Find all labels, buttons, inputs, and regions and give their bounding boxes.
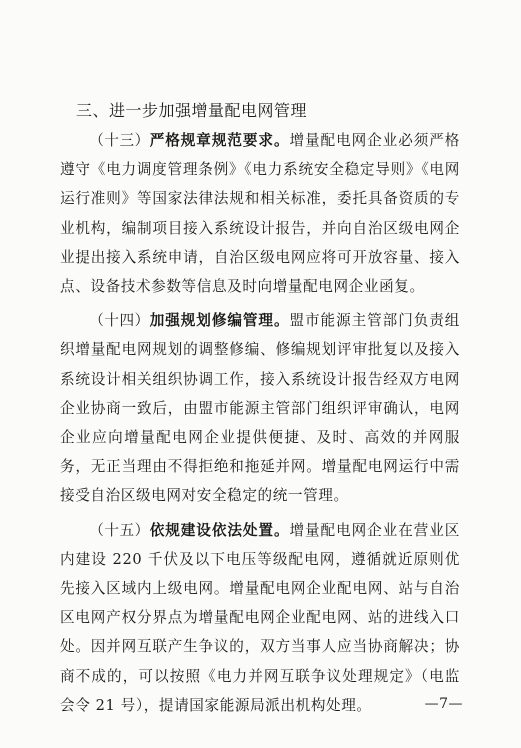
clause-number: （十五） [89, 521, 150, 539]
section-heading: 三、进一步加强增量配电网管理 [76, 101, 308, 120]
clause-lead: 依规建设依法处置。 [149, 521, 290, 539]
paragraph-14 [60, 306, 460, 510]
document-body [60, 126, 460, 725]
paragraph-15 [60, 516, 460, 720]
clause-text: 盟市能源主管部门负责组织增量配电网规划的调整修编、修编规划评审批复以及接入系统设计相关组织协调工作，接入系统设计报告经双方电网企业协商一致后，由盟市能源主管部门组织评审确认，电网企业应向增量配电网企业提供便捷、及时、高效的并网服务，无正当理由不得拒绝和拖延并网。增量配电网运行中需接受自治区级电网对安全稳定的统一管理。 [60, 312, 460, 505]
clause-lead: 加强规划修编管理。 [149, 312, 290, 330]
clause-lead: 严格规章规范要求。 [149, 132, 290, 149]
page-number: —7— [424, 696, 463, 712]
clause-number: （十三） [89, 132, 150, 149]
clause-number: （十四） [89, 312, 150, 330]
paragraph-13 [60, 126, 460, 301]
clause-text: 增量配电网企业在营业区内建设 220 千伏及以下电压等级配电网，遵循就近原则优先接入区域内上级电网。增量配电网企业配电网、站与自治区电网产权分界点为增量配电网企业配电网、站的进线入口处。因并网互联产生争议的，双方当事人应当协商解决；协商不成的，可以按照《电力并网互联争议处理规定》（电监会令 21 号），提请国家能源局派出机构处理。 [60, 521, 460, 714]
clause-text: 增量配电网企业必须严格遵守《电力调度管理条例》《电力系统安全稳定导则》《电网运行准则》等国家法律法规和相关标准，委托具备资质的专业机构，编制项目接入系统设计报告，并向自治区级电网企业提出接入系统申请，自治区级电网应将可开放容量、接入点、设备技术参数等信息及时向增量配电网企业函复。 [60, 132, 460, 296]
